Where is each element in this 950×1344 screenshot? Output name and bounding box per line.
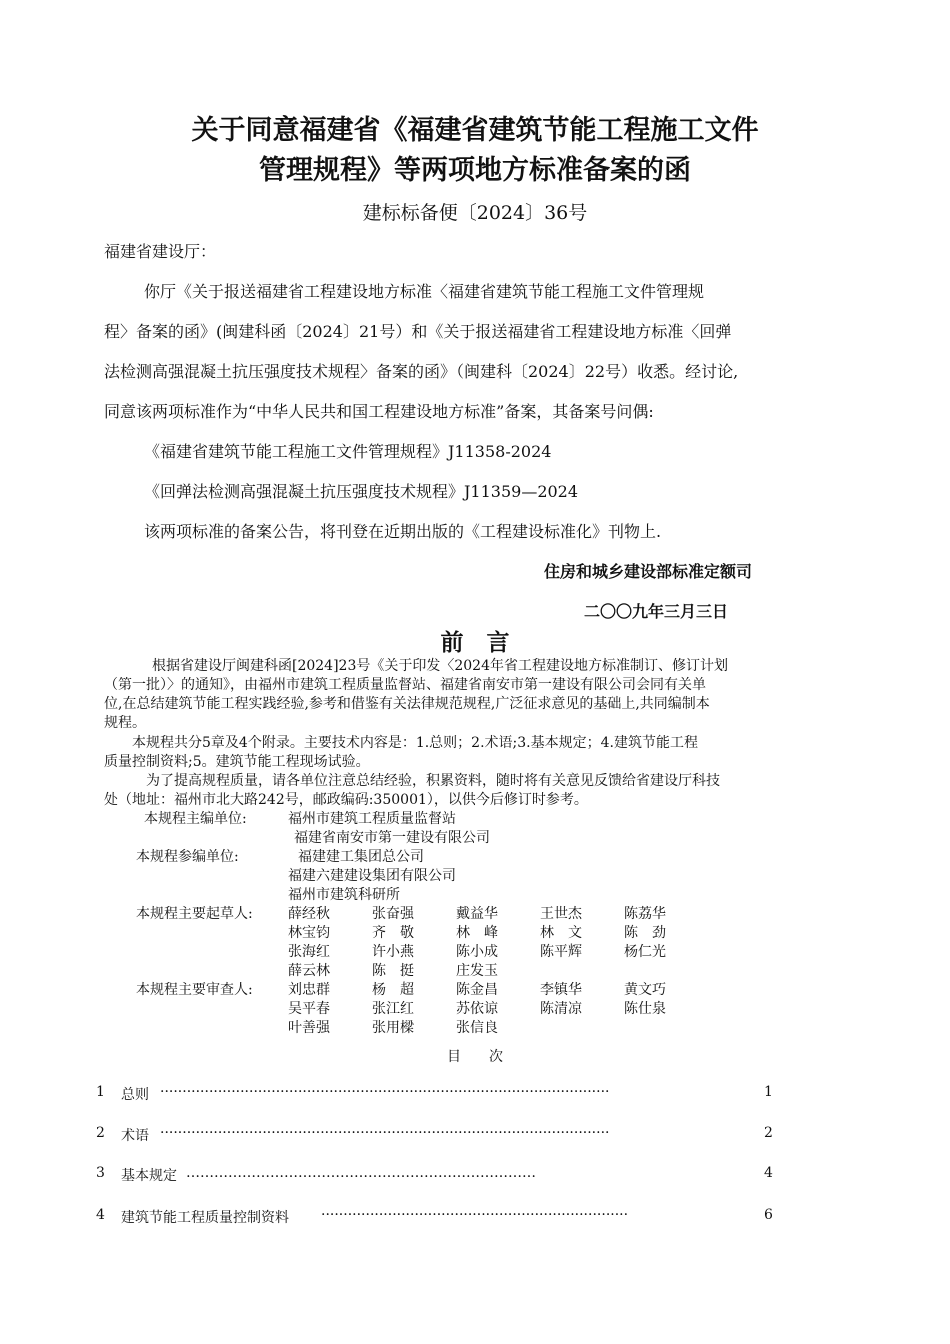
person-name: 杨 超: [372, 982, 414, 998]
body-line-2: 程〉备案的函》(闽建科函〔2024〕21号）和《关于报送福建省工程建设地方标准〈回弹: [104, 322, 732, 341]
chief-editor-unit-1: 福州市建筑工程质量监督站: [288, 811, 456, 827]
person-name: 陈荔华: [624, 906, 666, 922]
person-name: 林 文: [540, 925, 582, 941]
toc-heading: 目 次: [447, 1049, 503, 1065]
preface-p3-line-1: 为了提高规程质量，请各单位注意总结经验，积累资料，随时将有关意见反馈给省建设厅科技: [146, 773, 720, 789]
body-line-4: 同意该两项标准作为“中华人民共和国工程建设地方标准”备案，其备案号问偶:: [104, 402, 654, 421]
toc-item-number: 3: [96, 1165, 105, 1181]
person-name: 庄发玉: [456, 963, 498, 979]
toc-item-page: 1: [764, 1084, 773, 1100]
person-name: 薛经秋: [288, 906, 330, 922]
letter-title-line-1: 关于同意福建省《福建省建筑节能工程施工文件: [191, 115, 759, 146]
person-name: 张信良: [456, 1020, 498, 1036]
letter-title-line-2: 管理规程》等两项地方标准备案的函: [259, 155, 691, 186]
person-name: 王世杰: [540, 906, 582, 922]
person-name: 杨仁光: [624, 944, 666, 960]
notice: 该两项标准的备案公告，将刊登在近期出版的《工程建设标准化》刊物上.: [144, 522, 662, 541]
person-name: 陈金昌: [456, 982, 498, 998]
toc-item-title: 建筑节能工程质量控制资料: [121, 1210, 289, 1226]
preface-p3-line-2: 处（地址：福州市北大路242号，邮政编码:350001），以供今后修订时参考。: [104, 792, 588, 808]
toc-item-number: 1: [96, 1084, 105, 1100]
toc-item-title: 术语: [121, 1128, 149, 1144]
toc-item-leader: ·····································································: [321, 1207, 629, 1223]
drafters-label: 本规程主要起草人:: [136, 906, 253, 922]
toc-item-page: 4: [764, 1165, 773, 1181]
person-name: 张海红: [288, 944, 330, 960]
preface-p1-line-2: （第一批）〉的通知》，由福州市建筑工程质量监督站、福建省南安市第一建设有限公司会同有关单: [104, 677, 706, 693]
preface-p1-line-1: 根据省建设厅闽建科函[2024]23号《关于印发〈2024年省工程建设地方标准制订、修订计划: [152, 658, 728, 674]
person-name: 苏依谅: [456, 1001, 498, 1017]
toc-item-title: 基本规定: [121, 1168, 177, 1184]
toc-item[interactable]: [96, 1207, 786, 1227]
preface-p2-line-1: 本规程共分5章及4个附录。主要技术内容是：1.总则；2.术语;3.基本规定；4.建筑节能工程: [132, 735, 698, 751]
toc-item-leader: …………………………………………………………………: [186, 1165, 536, 1181]
person-name: 张奋强: [372, 906, 414, 922]
toc-item-leader: ·····································································································: [160, 1125, 610, 1141]
person-name: 刘忠群: [288, 982, 330, 998]
toc-item[interactable]: [96, 1125, 786, 1145]
standard-2: 《回弹法检测高强混凝土抗压强度技术规程》J11359—2024: [144, 482, 579, 501]
toc-item[interactable]: [96, 1165, 786, 1185]
toc-item-page: 6: [764, 1207, 773, 1223]
toc-item[interactable]: [96, 1084, 786, 1104]
person-name: 张江红: [372, 1001, 414, 1017]
doc-number: 建标标备便〔2024〕36号: [362, 202, 588, 224]
person-name: 李镇华: [540, 982, 582, 998]
person-name: 吴平春: [288, 1001, 330, 1017]
standard-1: 《福建省建筑节能工程施工文件管理规程》J11358-2024: [144, 442, 552, 461]
body-line-3: 法检测高强混凝土抗压强度技术规程〉备案的函》（闽建科〔2024〕22号）收悉。经讨论,: [104, 362, 739, 381]
co-editor-unit-1: 福建建工集团总公司: [298, 849, 424, 865]
person-name: 叶善强: [288, 1020, 330, 1036]
person-name: 戴益华: [456, 906, 498, 922]
toc-item-title: 总则: [121, 1087, 149, 1103]
person-name: 林 峰: [456, 925, 498, 941]
preface-p2-line-2: 质量控制资料;5。建筑节能工程现场试验。: [104, 754, 370, 770]
body-line-1: 你厅《关于报送福建省工程建设地方标准〈福建省建筑节能工程施工文件管理规: [144, 282, 705, 301]
person-name: 齐 敬: [372, 925, 414, 941]
signer: 住房和城乡建设部标准定额司: [544, 562, 753, 581]
preface-p1-line-3: 位,在总结建筑节能工程实践经验,参考和借鉴有关法律规范规程,广泛征求意见的基础上,共同编制本: [104, 696, 710, 712]
reviewers-label: 本规程主要审查人:: [136, 982, 253, 998]
toc-item-page: 2: [764, 1125, 773, 1141]
preface-heading: 前 言: [440, 630, 510, 656]
preface-p1-line-4: 规程。: [104, 715, 146, 731]
co-editor-unit-2: 福建六建建设集团有限公司: [288, 868, 456, 884]
person-name: 张用樑: [372, 1020, 414, 1036]
co-editor-unit-3: 福州市建筑科研所: [288, 887, 400, 903]
person-name: 许小燕: [372, 944, 414, 960]
person-name: 陈仕泉: [624, 1001, 666, 1017]
chief-editor-unit-2: 福建省南安市第一建设有限公司: [294, 830, 490, 846]
person-name: 黄文巧: [624, 982, 666, 998]
person-name: 陈 劲: [624, 925, 666, 941]
person-name: 林宝钧: [288, 925, 330, 941]
person-name: 陈平辉: [540, 944, 582, 960]
person-name: 陈清凉: [540, 1001, 582, 1017]
salutation: 福建省建设厅：: [104, 242, 217, 261]
person-name: 陈小成: [456, 944, 498, 960]
person-name: 薛云林: [288, 963, 330, 979]
toc-item-leader: ·····································································································: [160, 1084, 610, 1100]
toc-item-number: 4: [96, 1207, 105, 1223]
toc-item-number: 2: [96, 1125, 105, 1141]
person-name: 陈 挺: [372, 963, 414, 979]
co-editor-label: 本规程参编单位:: [136, 849, 239, 865]
chief-editor-label: 本规程主编单位:: [144, 811, 247, 827]
date: 二〇〇九年三月三日: [584, 602, 729, 621]
